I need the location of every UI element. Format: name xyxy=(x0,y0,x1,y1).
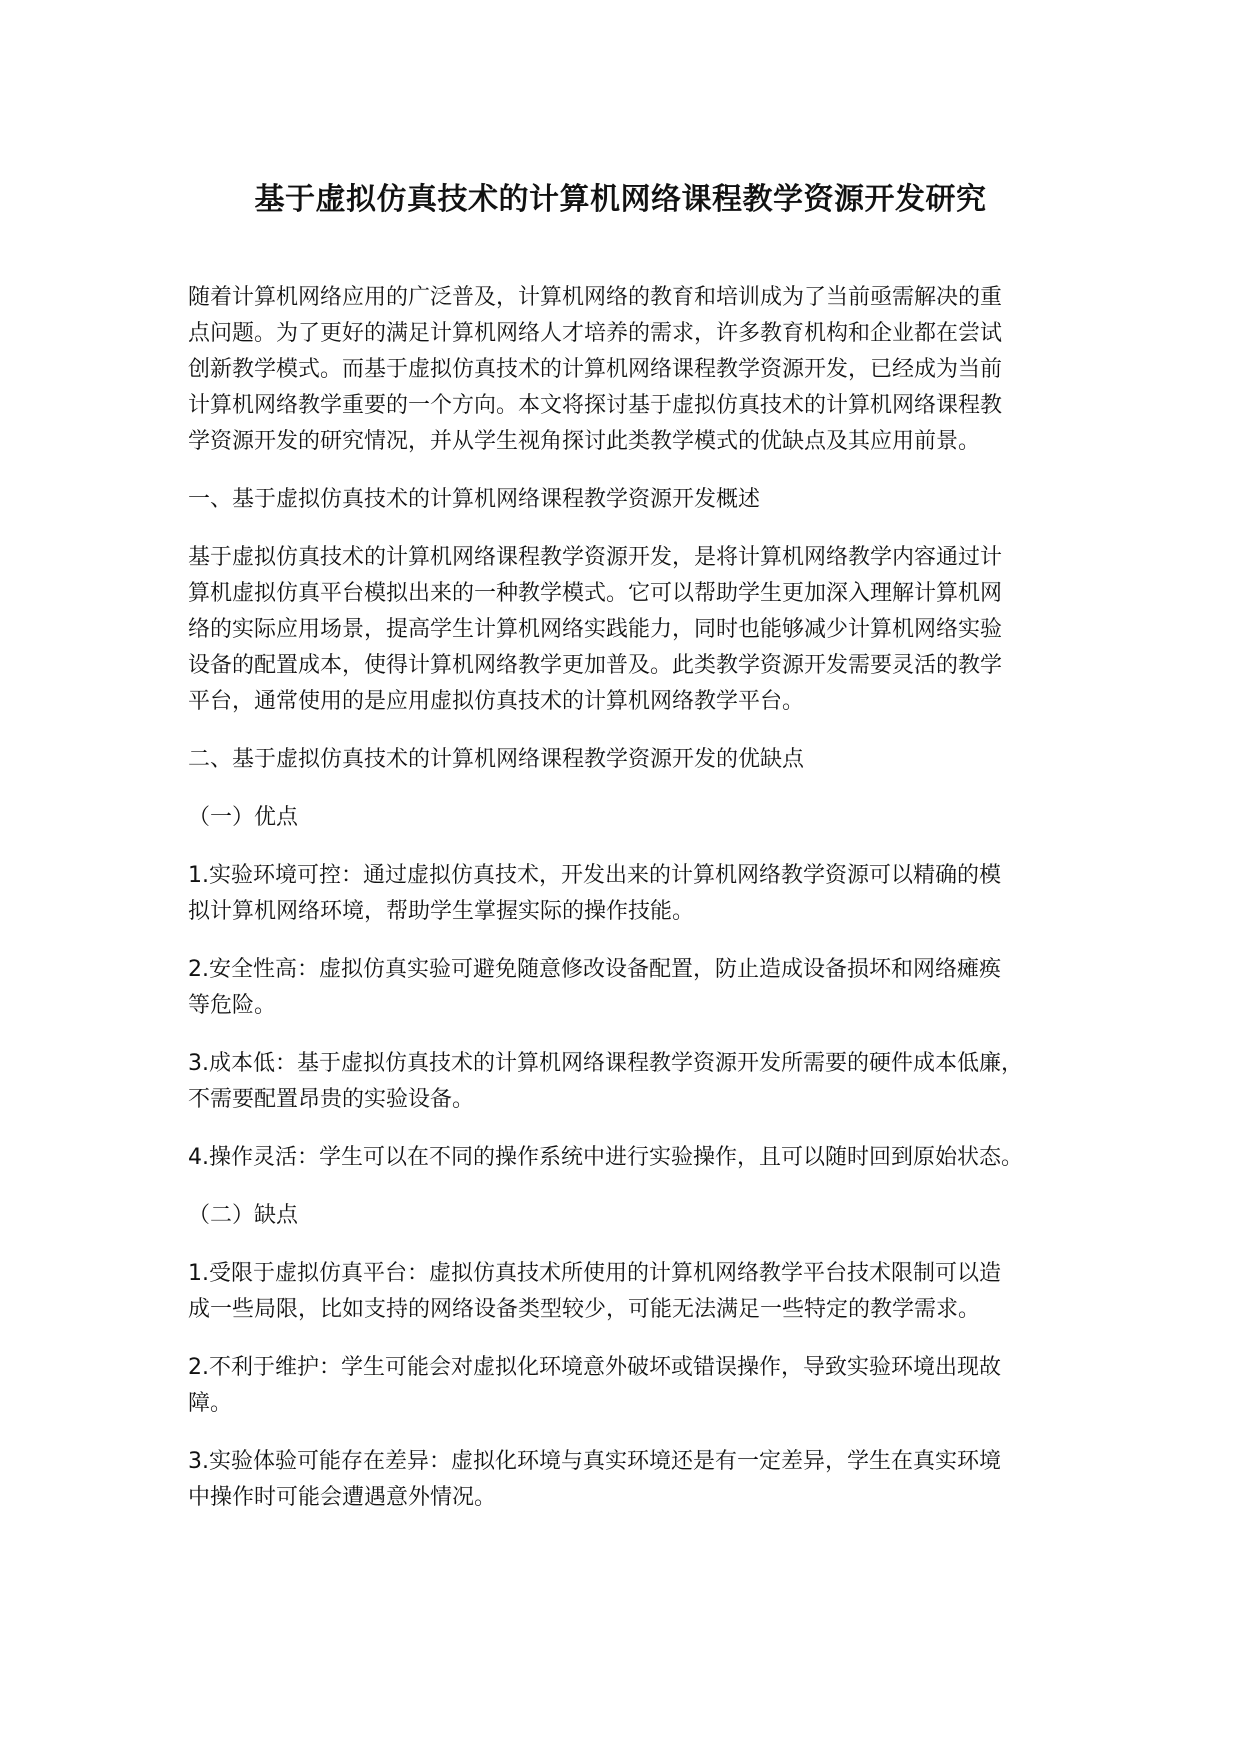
paragraph-line: 随着计算机网络应用的广泛普及，计算机网络的教育和培训成为了当前亟需解决的重 xyxy=(188,285,1003,310)
disadvantage-item-3 xyxy=(188,1444,1068,1516)
subheading-disadvantages xyxy=(188,1198,1068,1234)
disadvantage-item-1 xyxy=(188,1256,1068,1328)
paragraph-line: 络的实际应用场景，提高学生计算机网络实践能力，同时也能够减少计算机网络实验 xyxy=(188,617,1003,642)
list-item-line: 障。 xyxy=(188,1391,233,1416)
paragraph-line: 创新教学模式。而基于虚拟仿真技术的计算机网络课程教学资源开发，已经成为当前 xyxy=(188,357,1003,382)
list-item-line: 3.实验体验可能存在差异：虚拟化环境与真实环境还是有一定差异，学生在真实环境 xyxy=(188,1449,1001,1474)
paragraph-line: 计算机网络教学重要的一个方向。本文将探讨基于虚拟仿真技术的计算机网络课程教 xyxy=(188,393,1003,418)
list-item-line: 3.成本低：基于虚拟仿真技术的计算机网络课程教学资源开发所需要的硬件成本低廉， xyxy=(188,1051,1023,1076)
paragraph-line: 学资源开发的研究情况，并从学生视角探讨此类教学模式的优缺点及其应用前景。 xyxy=(188,429,981,454)
advantage-item-3 xyxy=(188,1046,1068,1118)
overview-paragraph xyxy=(188,540,1068,720)
list-item-line: 不需要配置昂贵的实验设备。 xyxy=(188,1087,475,1112)
list-item-line: 成一些局限，比如支持的网络设备类型较少，可能无法满足一些特定的教学需求。 xyxy=(188,1297,981,1322)
advantage-item-1 xyxy=(188,858,1068,930)
section-heading-pros-cons xyxy=(188,742,1068,778)
list-item-line: 等危险。 xyxy=(188,993,277,1018)
section-heading-overview xyxy=(188,482,1068,518)
paragraph-line: 平台，通常使用的是应用虚拟仿真技术的计算机网络教学平台。 xyxy=(188,689,805,714)
paragraph-line: 基于虚拟仿真技术的计算机网络课程教学资源开发，是将计算机网络教学内容通过计 xyxy=(188,545,1003,570)
paragraph-line: 设备的配置成本，使得计算机网络教学更加普及。此类教学资源开发需要灵活的教学 xyxy=(188,653,1003,678)
list-item-line: 1.受限于虚拟仿真平台：虚拟仿真技术所使用的计算机网络教学平台技术限制可以造 xyxy=(188,1261,1001,1286)
intro-paragraph xyxy=(188,280,1068,460)
list-item-line: 2.安全性高：虚拟仿真实验可避免随意修改设备配置，防止造成设备损坏和网络瘫痪 xyxy=(188,957,1001,982)
document-title: 基于虚拟仿真技术的计算机网络课程教学资源开发研究 xyxy=(254,182,987,217)
subheading-line: （一）优点 xyxy=(188,805,299,830)
list-item-line: 拟计算机网络环境，帮助学生掌握实际的操作技能。 xyxy=(188,899,695,924)
paragraph-line: 点问题。为了更好的满足计算机网络人才培养的需求，许多教育机构和企业都在尝试 xyxy=(188,321,1003,346)
list-item-line: 中操作时可能会遭遇意外情况。 xyxy=(188,1485,497,1510)
disadvantage-item-2 xyxy=(188,1350,1068,1422)
list-item-line: 4.操作灵活：学生可以在不同的操作系统中进行实验操作，且可以随时回到原始状态。 xyxy=(188,1145,1023,1170)
subheading-advantages xyxy=(188,800,1068,836)
subheading-line: （二）缺点 xyxy=(188,1203,299,1228)
section-heading-line: 一、基于虚拟仿真技术的计算机网络课程教学资源开发概述 xyxy=(188,487,761,512)
paragraph-line: 算机虚拟仿真平台模拟出来的一种教学模式。它可以帮助学生更加深入理解计算机网 xyxy=(188,581,1003,606)
section-heading-line: 二、基于虚拟仿真技术的计算机网络课程教学资源开发的优缺点 xyxy=(188,747,805,772)
list-item-line: 2.不利于维护：学生可能会对虚拟化环境意外破坏或错误操作，导致实验环境出现故 xyxy=(188,1355,1001,1380)
advantage-item-4 xyxy=(188,1140,1068,1176)
list-item-line: 1.实验环境可控：通过虚拟仿真技术，开发出来的计算机网络教学资源可以精确的模 xyxy=(188,863,1001,888)
document-body xyxy=(188,280,1068,1538)
advantage-item-2 xyxy=(188,952,1068,1024)
